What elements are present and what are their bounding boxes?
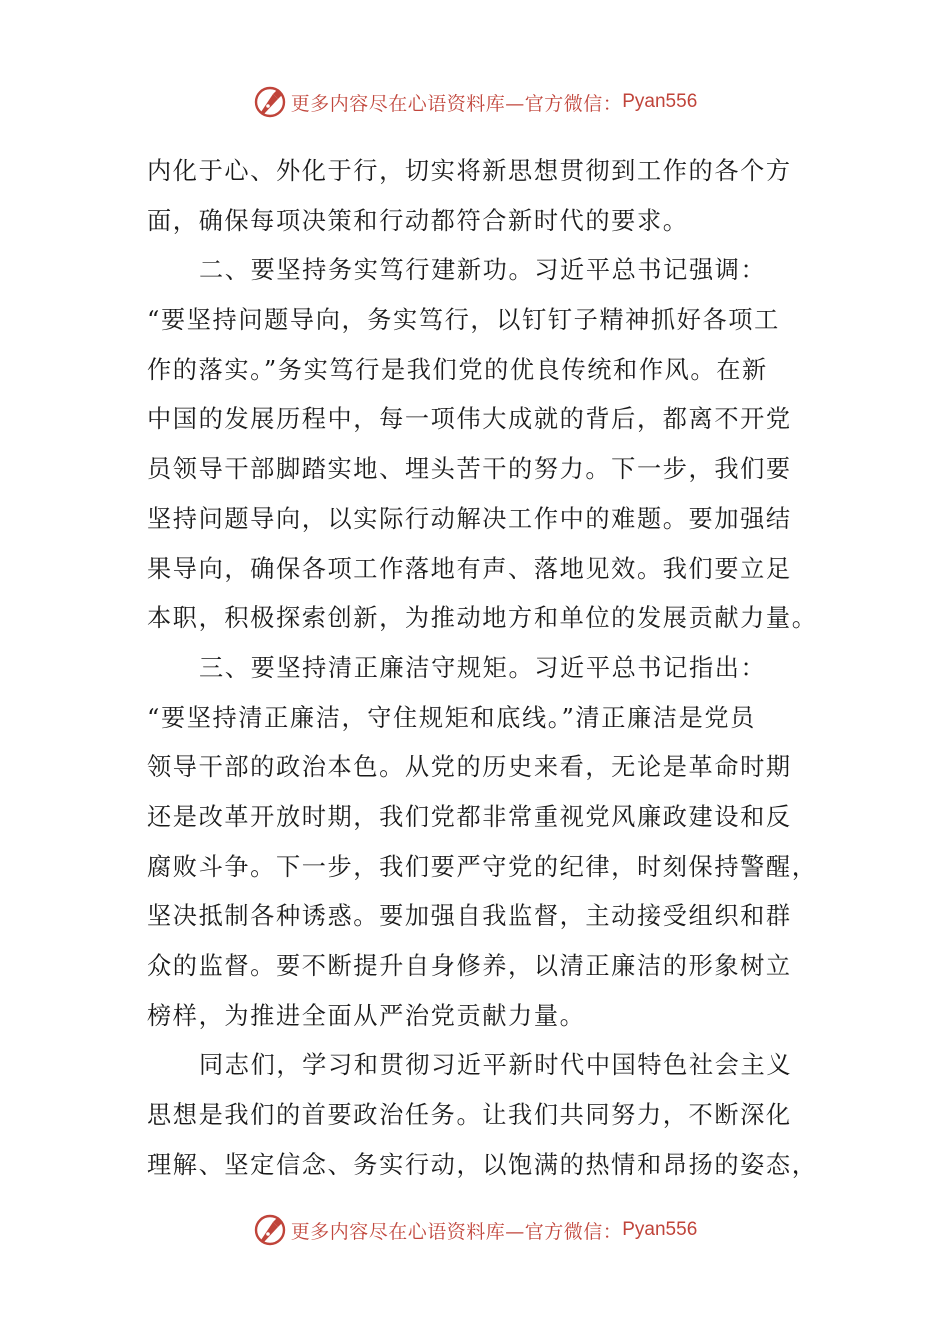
banner-wechat-id: Pyan556: [622, 91, 698, 112]
text-line: 中国的发展历程中，每一项伟大成就的背后，都离不开党: [147, 405, 792, 434]
text-line: 领导干部的政治本色。从党的历史来看，无论是革命时期: [147, 753, 792, 782]
text-line: 榜样，为推进全面从严治党贡献力量。: [147, 1001, 586, 1030]
text-line: 二、要坚持务实笃行建新功。习近平总书记强调：: [199, 256, 767, 285]
text-line: 作的落实。”务实笃行是我们党的优良传统和作风。在新: [147, 355, 768, 384]
banner-text: 更多内容尽在心语资料库—官方微信：: [290, 92, 623, 115]
text-line: 员领导干部脚踏实地、埋头苦干的努力。下一步，我们要: [147, 455, 792, 484]
text-line: 腐败斗争。下一步，我们要严守党的纪律，时刻保持警醒，: [147, 852, 818, 881]
text-line: 果导向，确保各项工作落地有声、落地见效。我们要立足: [147, 554, 792, 583]
text-line: 坚持问题导向，以实际行动解决工作中的难题。要加强结: [147, 504, 792, 533]
text-line: 众的监督。要不断提升自身修养，以清正廉洁的形象树立: [147, 952, 792, 980]
text-line: 内化于心、外化于行，切实将新思想贯彻到工作的各个方: [147, 157, 792, 185]
text-line: 还是改革开放时期，我们党都非常重视党风廉政建设和反: [147, 802, 792, 831]
pen-nib-logo-icon: [253, 1213, 287, 1247]
text-line: 坚决抵制各种诱惑。要加强自我监督，主动接受组织和群: [147, 902, 792, 931]
text-line: “要坚持清正廉洁，守住规矩和底线。”清正廉洁是党员: [147, 703, 756, 732]
text-line: 面，确保每项决策和行动都符合新时代的要求。: [147, 206, 689, 235]
text-line: 理解、坚定信念、务实行动，以饱满的热情和昂扬的姿态，: [147, 1150, 818, 1179]
document-body: [147, 147, 818, 1190]
banner-wechat-id: Pyan556: [622, 1219, 698, 1240]
footer-banner: [0, 1210, 950, 1250]
pen-nib-logo-icon: [253, 85, 287, 119]
text-line: 本职，积极探索创新，为推动地方和单位的发展贡献力量。: [147, 604, 818, 633]
header-banner: [0, 82, 950, 122]
text-line: 三、要坚持清正廉洁守规矩。习近平总书记指出：: [199, 653, 767, 682]
banner-text: 更多内容尽在心语资料库—官方微信：: [290, 1220, 623, 1243]
text-line: “要坚持问题导向，务实笃行，以钉钉子精神抓好各项工: [147, 306, 780, 335]
text-line: 同志们，学习和贯彻习近平新时代中国特色社会主义: [199, 1051, 793, 1080]
text-line: 思想是我们的首要政治任务。让我们共同努力，不断深化: [147, 1101, 792, 1130]
